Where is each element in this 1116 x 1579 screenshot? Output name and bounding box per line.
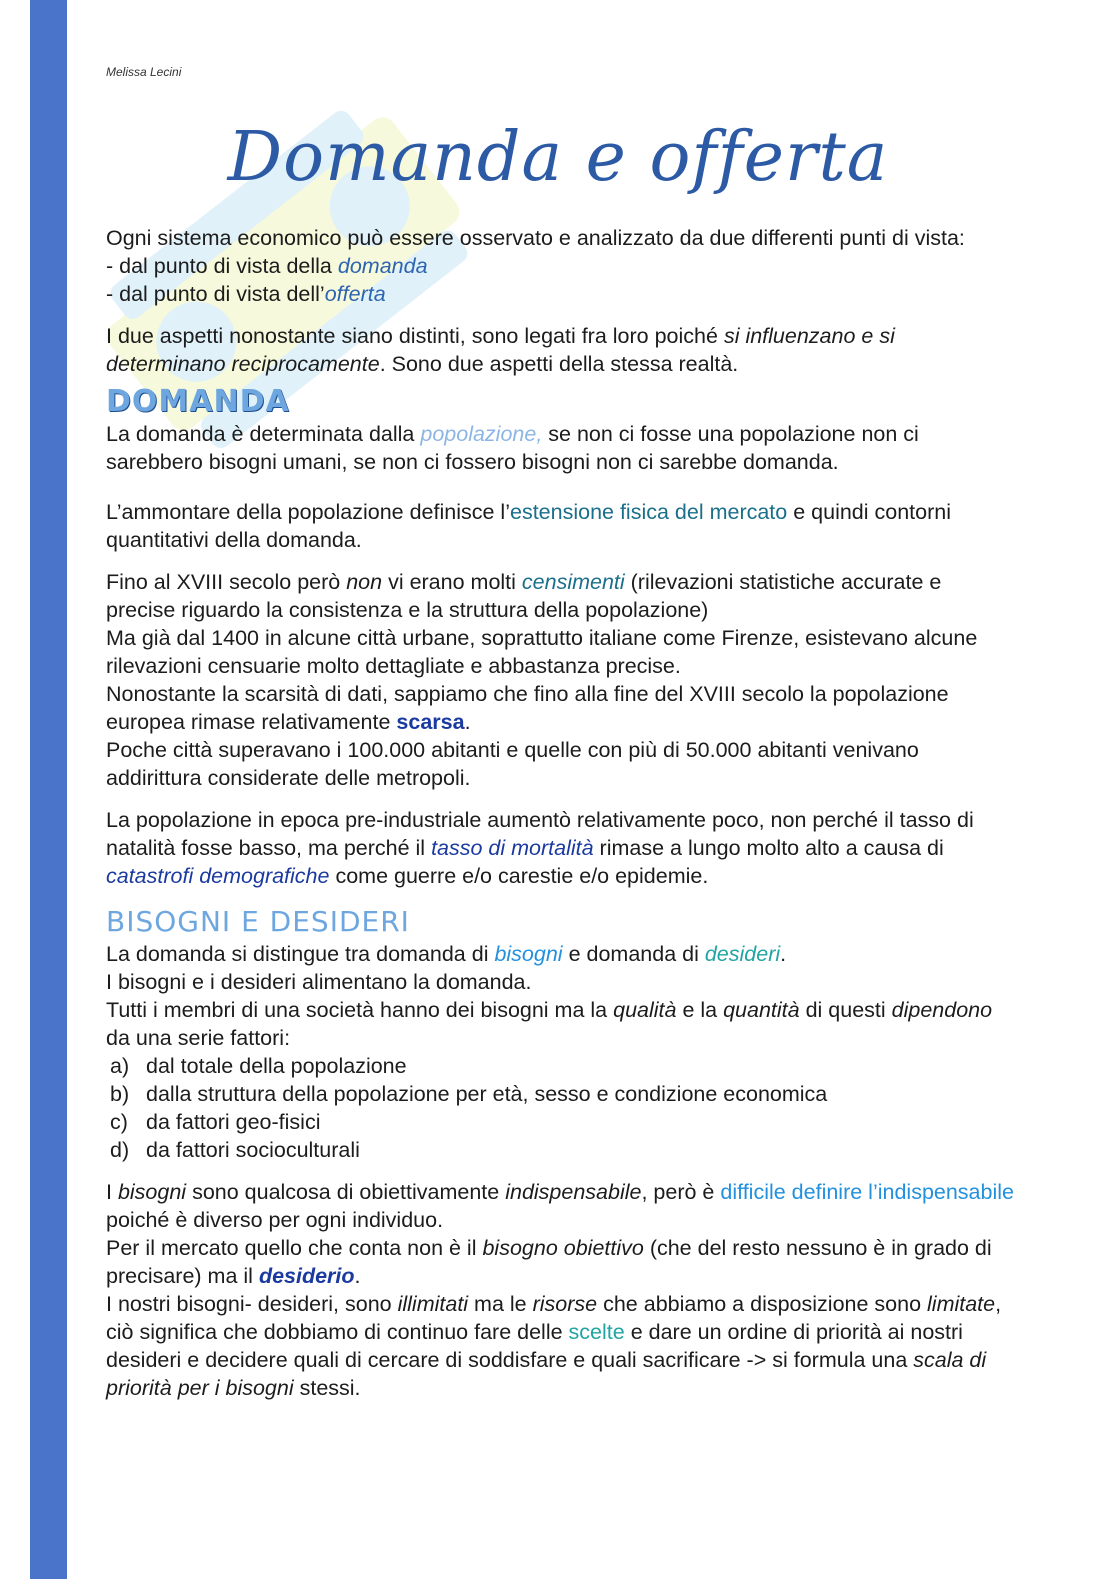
bisogni-paragraph-2: I bisogni e i desideri alimentano la domanda. xyxy=(106,970,532,994)
list-item: c) da fattori geo-fisici xyxy=(110,1110,321,1134)
list-item: a) dal totale della popolazione xyxy=(110,1054,407,1078)
bisogni-paragraph-1: La domanda si distingue tra domanda di bisogni e domanda di desideri. xyxy=(106,942,787,966)
domanda-paragraph-1: La domanda è determinata dalla popolazione, se non ci fosse una popolazione non ci sarebbero bisogni umani, se non ci fossero bisogni non ci sarebbe domanda. xyxy=(106,422,919,474)
domanda-paragraph-6: Poche città superavano i 100.000 abitanti e quelle con più di 50.000 abitanti venivano addirittura considerate delle metropoli. xyxy=(106,738,919,790)
list-item: d) da fattori socioculturali xyxy=(110,1138,360,1162)
domanda-paragraph-5: Nonostante la scarsità di dati, sappiamo che fino alla fine del XVIII secolo la popolazione europea rimase relativamente scarsa. xyxy=(106,682,949,734)
section-heading-domanda: DOMANDA xyxy=(106,384,290,419)
bisogni-paragraph-6: I nostri bisogni- desideri, sono illimitati ma le risorse che abbiamo a disposizione sono limitate, ciò significa che dobbiamo di continuo fare delle scelte e dare un ordine di priorità ai nostri desideri e decidere quali di cercare di soddisfare e quali sacrificare -> si formula una scala di priorità per i bisogni stessi. xyxy=(106,1292,1002,1400)
list-item: b) dalla struttura della popolazione per età, sesso e condizione economica xyxy=(110,1082,828,1106)
bisogni-paragraph-3: Tutti i membri di una società hanno dei bisogni ma la qualità e la quantità di questi dipendono da una serie fattori: xyxy=(106,998,993,1050)
bisogni-paragraph-4: I bisogni sono qualcosa di obiettivamente indispensabile, però è difficile definire l’indispensabile poiché è diverso per ogni individuo. xyxy=(106,1180,1014,1232)
author-name: Melissa Lecini xyxy=(106,65,182,79)
intro-bullet-domanda: - dal punto di vista della domanda xyxy=(106,254,428,278)
domanda-paragraph-7: La popolazione in epoca pre-industriale aumentò relativamente poco, non perché il tasso di natalità fosse basso, ma perché il tasso di mortalità rimase a lungo molto alto a causa di catastrofi demografiche come guerre e/o carestie e/o epidemie. xyxy=(106,808,974,888)
factors-list xyxy=(106,1052,1016,1164)
document-body xyxy=(106,224,1016,1402)
page-title: Domanda e offerta xyxy=(227,118,889,197)
domanda-paragraph-4: Ma già dal 1400 in alcune città urbane, soprattutto italiane come Firenze, esistevano alcune rilevazioni censuarie molto dettagliate e abbastanza precise. xyxy=(106,626,978,678)
intro-paragraph-2: I due aspetti nonostante siano distinti, sono legati fra loro poiché si influenzano e si determinano reciprocamente. Sono due aspetti della stessa realtà. xyxy=(106,324,895,376)
intro-bullet-offerta: - dal punto di vista dell’offerta xyxy=(106,282,386,306)
intro-paragraph: Ogni sistema economico può essere osservato e analizzato da due differenti punti di vista: xyxy=(106,226,965,250)
page-side-bar xyxy=(30,0,67,1579)
domanda-paragraph-2: L’ammontare della popolazione definisce l’estensione fisica del mercato e quindi contorni quantitativi della domanda. xyxy=(106,500,951,552)
domanda-paragraph-3: Fino al XVIII secolo però non vi erano molti censimenti (rilevazioni statistiche accurate e precise riguardo la consistenza e la struttura della popolazione) xyxy=(106,570,942,622)
section-heading-bisogni: BISOGNI E DESIDERI xyxy=(106,905,410,938)
bisogni-paragraph-5: Per il mercato quello che conta non è il bisogno obiettivo (che del resto nessuno è in grado di precisare) ma il desiderio. xyxy=(106,1236,992,1288)
